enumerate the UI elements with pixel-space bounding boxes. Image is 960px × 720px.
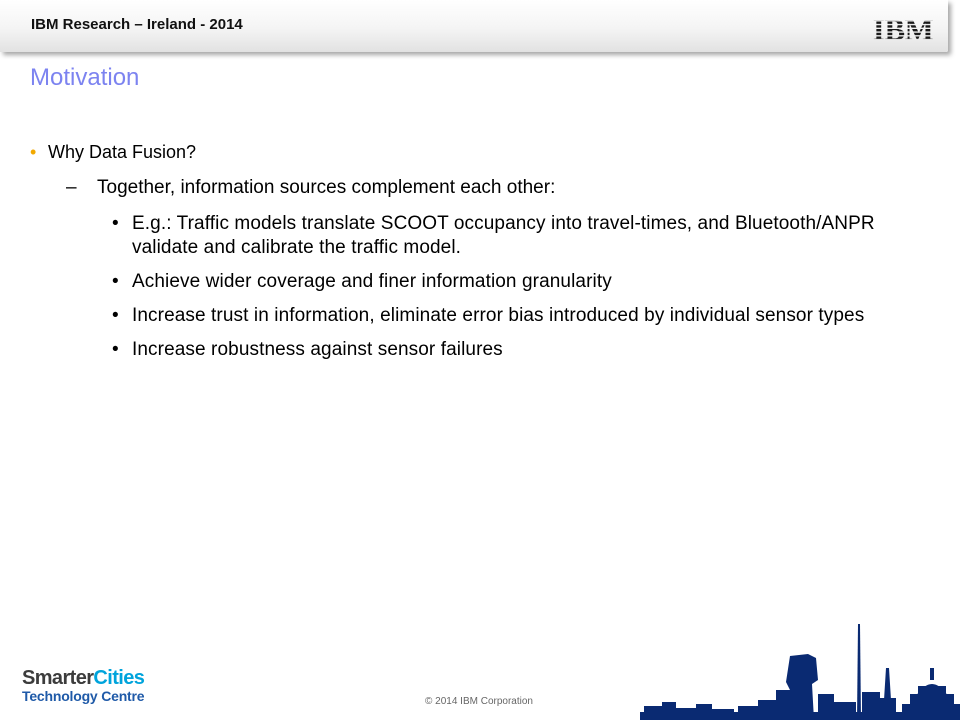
bullet-level3-text: Increase robustness against sensor failures [132,339,503,360]
bullet-level3-item [112,270,912,294]
bullet-level3-text: E.g.: Traffic models translate SCOOT occupancy into travel-times, and Bluetooth/ANPR validate and calibrate the traffic model. [132,213,875,258]
bullet-dot-icon: • [112,213,119,234]
bullet-icon: • [30,142,37,162]
smarter-cities-logo [22,668,144,703]
footer-copyright: © 2014 IBM Corporation [425,696,533,707]
bullet-level3-item [112,212,912,260]
bullet-level1-text: Why Data Fusion? [48,142,197,162]
bullet-level3-text: Achieve wider coverage and finer information granularity [132,271,612,292]
bullet-level1 [30,142,196,163]
bullet-level3-text: Increase trust in information, eliminate error bias introduced by individual sensor types [132,305,865,326]
bullet-level3-item [112,338,912,362]
logo-tagline: Technology Centre [22,688,145,704]
bullet-dot-icon: • [112,339,119,360]
smarter-cities-wordmark [22,668,144,688]
bullet-level2 [66,177,555,199]
bullet-level2-text: Together, information sources complement each other: [97,177,556,198]
logo-smarter-text: Smarter [22,667,94,689]
dublin-skyline-icon [640,620,960,720]
ibm-logo [870,14,936,44]
bullet-dot-icon: • [112,271,119,292]
dash-icon: – [66,177,77,198]
slide-title: Motivation [30,64,140,91]
logo-cities-text: Cities [93,667,145,689]
bullet-dot-icon: • [112,305,119,326]
bullet-level3-list [112,212,912,372]
header-title: IBM Research – Ireland - 2014 [31,16,243,33]
header-bar [0,0,948,52]
bullet-level3-item [112,304,912,328]
